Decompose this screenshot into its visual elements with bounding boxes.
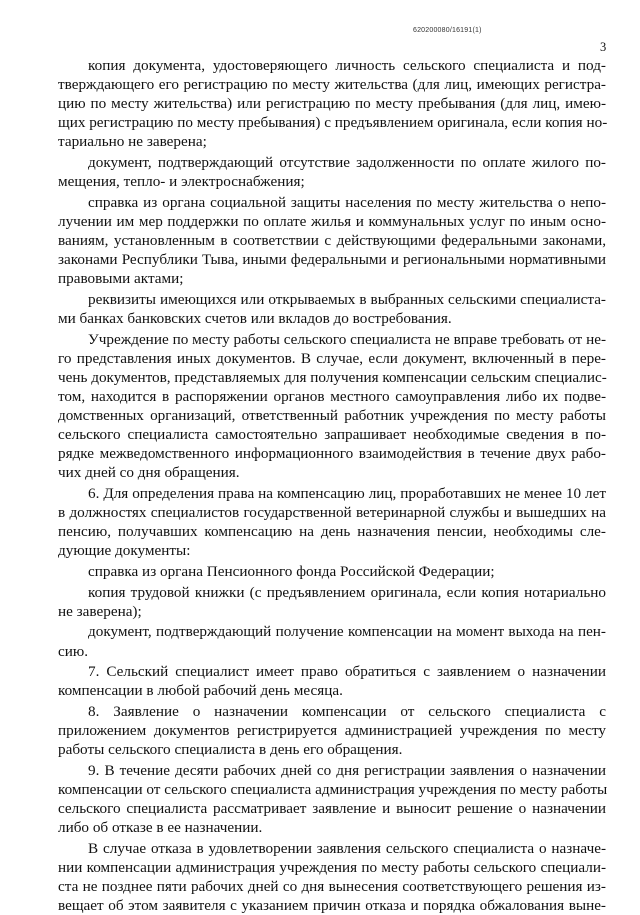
paragraph bbox=[58, 622, 606, 660]
text-line: тверждающего его регистрацию по месту жительства (для лиц, имеющих регистра- bbox=[58, 76, 606, 94]
paragraph bbox=[58, 662, 606, 700]
paragraph bbox=[58, 583, 606, 621]
paragraph bbox=[58, 702, 606, 759]
text-line: дующие документы: bbox=[58, 542, 191, 560]
text-line: компенсации в любой рабочий день месяца. bbox=[58, 682, 343, 700]
text-line: правовыми актами; bbox=[58, 270, 184, 288]
paragraph bbox=[58, 839, 606, 915]
text-line: нии компенсации администрация учреждения по месту работы сельского специали- bbox=[58, 858, 606, 876]
document-body bbox=[58, 56, 606, 915]
text-line: сию. bbox=[58, 642, 89, 660]
paragraph bbox=[58, 761, 606, 837]
text-line: копия документа, удостоверяющего личность сельского специалиста и под- bbox=[88, 57, 606, 74]
paragraph bbox=[58, 153, 606, 191]
text-line: документ, подтверждающий получение компенсации на момент выхода на пен- bbox=[88, 623, 606, 641]
text-line: работы сельского специалиста в день его обращения. bbox=[58, 741, 403, 759]
text-line: документ, подтверждающий отсутствие задолженности по оплате жилого по- bbox=[88, 154, 606, 172]
text-line: тариально не заверена; bbox=[58, 133, 207, 151]
paragraph bbox=[58, 290, 606, 328]
text-line: ста не позднее пяти рабочих дней со дня вынесения соответствующего решения из- bbox=[58, 878, 606, 896]
text-line: цию по месту жительства) или регистрацию по месту пребывания (для лиц, имею- bbox=[58, 95, 606, 113]
paragraph bbox=[58, 484, 606, 560]
text-line: ми банках банковских счетов или вкладов до востребования. bbox=[58, 310, 452, 327]
text-line: приложением документов регистрируется администрацией учреждения по месту bbox=[58, 722, 606, 740]
text-line: 9. В течение десяти рабочих дней со дня регистрации заявления о назначении bbox=[88, 761, 606, 779]
text-line: сельского специалиста рассматривает заявление и выносит решение о назначении bbox=[58, 800, 606, 818]
text-line: том, находится в распоряжении органов местного самоуправления либо их подве- bbox=[58, 387, 606, 405]
text-line: законами Республики Тыва, иными федеральными и региональными нормативными bbox=[58, 251, 606, 269]
text-line: щих регистрацию по месту пребывания) с предъявлением оригинала, если копия но- bbox=[58, 114, 608, 132]
text-line: реквизиты имеющихся или открываемых в выбранных сельскими специалиста- bbox=[88, 290, 606, 308]
text-line: мещения, тепло- и электроснабжения; bbox=[58, 173, 305, 191]
text-line: ваниям, установленным в соответствии с действующими федеральными законами, bbox=[58, 232, 606, 250]
text-line: справка из органа Пенсионного фонда Российской Федерации; bbox=[88, 563, 495, 580]
text-line: в должностях специалистов государственной ветеринарной службы и вышедших на bbox=[58, 504, 606, 522]
paragraph bbox=[58, 193, 606, 288]
text-line: чень документов, представляемых для получения компенсации сельским специалис- bbox=[58, 368, 607, 386]
registration-stamp: 620200080/16191(1) bbox=[413, 27, 482, 34]
text-line: вещает об этом заявителя с указанием причин отказа и порядка обжалования выне- bbox=[58, 897, 606, 915]
text-line: сельского специалиста самостоятельно запрашивает необходимые сведения в по- bbox=[58, 426, 606, 444]
paragraph bbox=[58, 56, 606, 151]
text-line: компенсации от сельского специалиста администрация учреждения по месту работы bbox=[58, 781, 608, 798]
paragraph bbox=[58, 562, 606, 581]
text-line: домственных организаций, ответственный работник учреждения по месту работы bbox=[58, 407, 606, 425]
text-line: справка из органа социальной защиты населения по месту жительства о непо- bbox=[88, 193, 606, 211]
text-line: го представления иных документов. В случае, если документ, включенный в пере- bbox=[58, 349, 606, 367]
text-line: либо об отказе в ее назначении. bbox=[58, 819, 263, 837]
text-line: чих дней со дня обращения. bbox=[58, 464, 240, 482]
text-line: не заверена); bbox=[58, 602, 142, 620]
page-number: 3 bbox=[600, 40, 607, 54]
text-line: 7. Сельский специалист имеет право обратиться с заявлением о назначении bbox=[88, 663, 606, 681]
text-line: рядке межведомственного информационного взаимодействия в течение двух рабо- bbox=[58, 445, 606, 463]
text-line: лучении им мер поддержки по оплате жилья и коммунальных услуг по иным осно- bbox=[58, 212, 606, 230]
text-line: В случае отказа в удовлетворении заявления сельского специалиста о назначе- bbox=[88, 839, 606, 857]
text-line: пенсию, получавших компенсацию на день назначения пенсии, необходимы сле- bbox=[58, 523, 606, 541]
text-line: 8. Заявление о назначении компенсации от сельского специалиста с bbox=[88, 703, 606, 721]
text-line: Учреждение по месту работы сельского специалиста не вправе требовать от не- bbox=[88, 330, 606, 348]
text-line: копия трудовой книжки (с предъявлением оригинала, если копия нотариально bbox=[88, 583, 606, 601]
paragraph bbox=[58, 330, 606, 483]
text-line: 6. Для определения права на компенсацию лиц, проработавших не менее 10 лет bbox=[88, 485, 606, 503]
